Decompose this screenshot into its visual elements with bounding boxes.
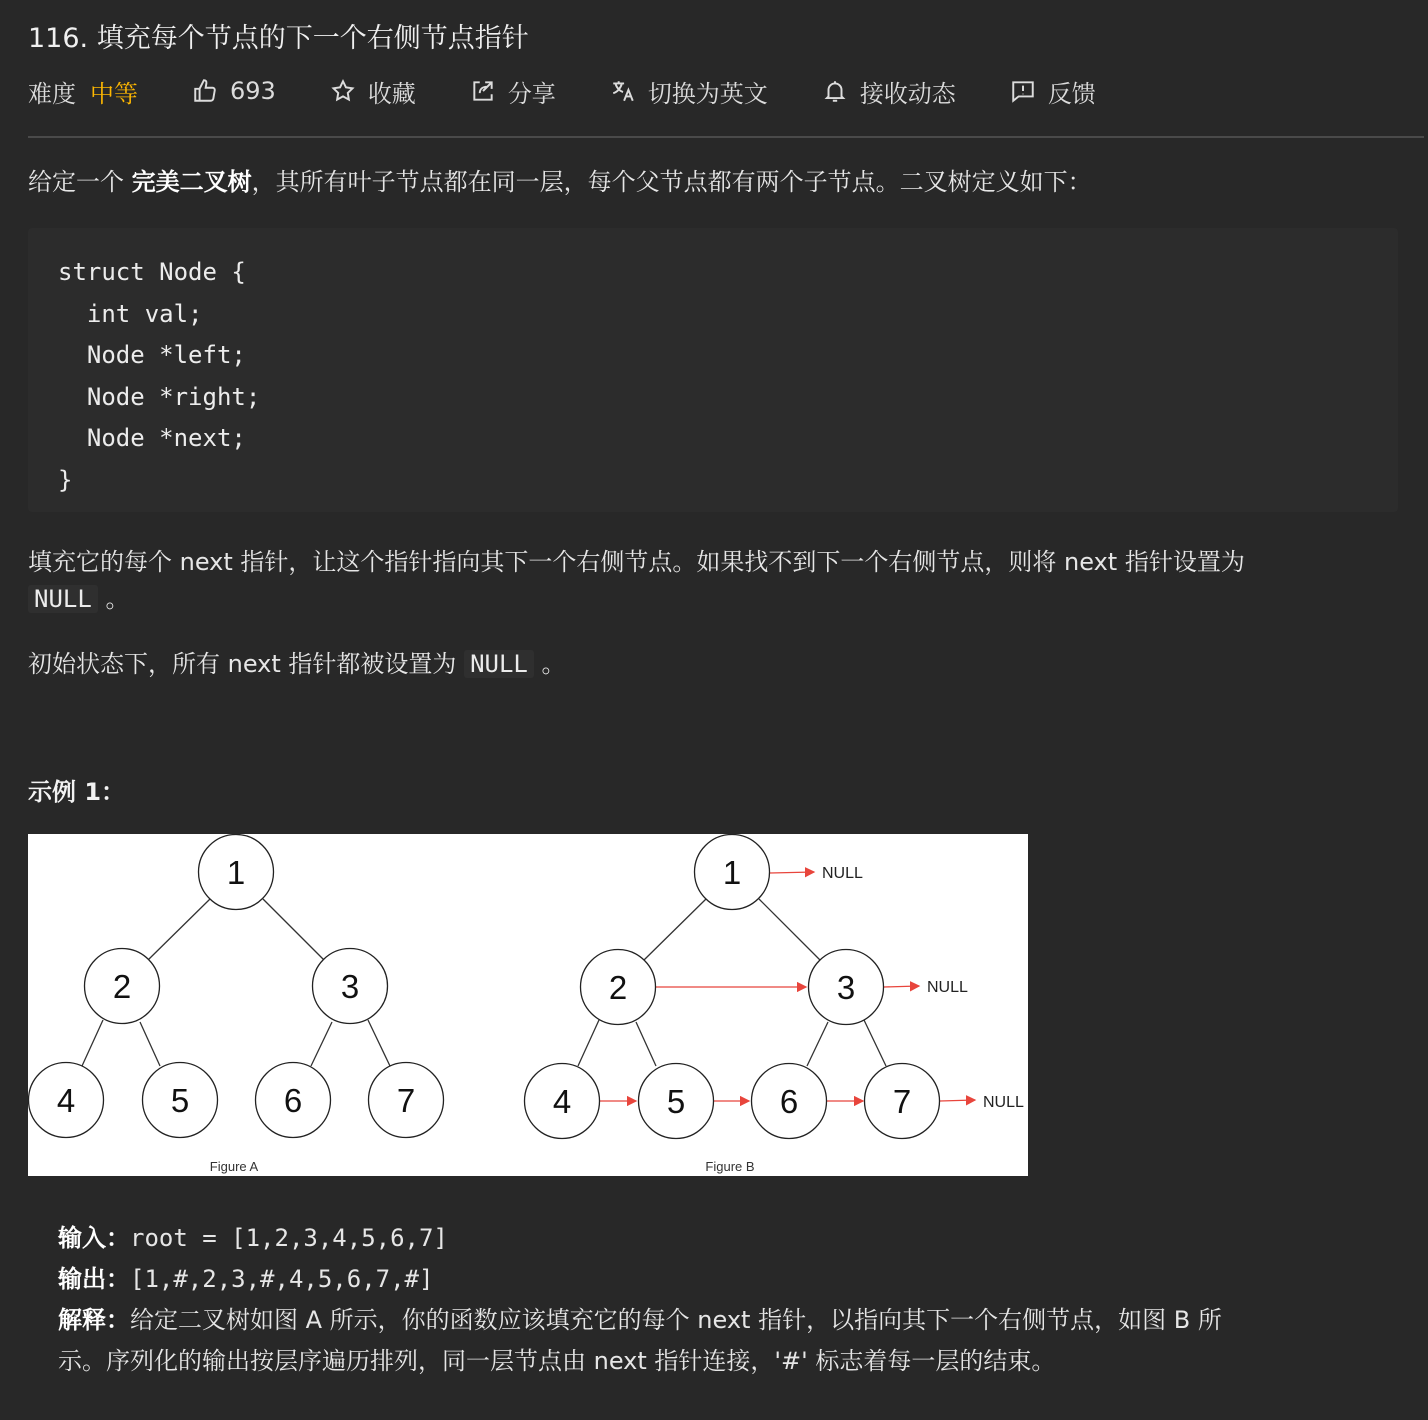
next-arrow-3-null: [884, 986, 919, 987]
problem-title: 116. 填充每个节点的下一个右侧节点指针: [28, 23, 529, 54]
tree-b-node-label-3: 3: [836, 969, 856, 1006]
feedback-icon: [1010, 78, 1036, 104]
feedback-label: 反馈: [1047, 79, 1096, 108]
description-paragraph-2: [28, 544, 1398, 618]
p2-end: 。: [105, 585, 130, 613]
explain-line-2: 示。序列化的输出按层序遍历排列，同一层节点由 next 指针连接，'#' 标志着每一层的结束。: [58, 1347, 1056, 1375]
translate-icon: [610, 78, 636, 104]
switch-language-label: 切换为英文: [647, 79, 768, 108]
star-icon: [330, 78, 356, 104]
tree-a-node-label-5: 5: [170, 1082, 190, 1119]
share-button[interactable]: [470, 74, 556, 109]
output-label: 输出：: [58, 1265, 130, 1293]
favorite-label: 收藏: [367, 79, 416, 108]
next-arrow-7-null: [940, 1100, 975, 1101]
description-paragraph-1: [28, 164, 1092, 201]
tree-a-node-label-4: 4: [56, 1082, 76, 1119]
tree-b-node-label-1: 1: [722, 854, 742, 891]
struct-code-block: [28, 228, 1398, 512]
p2-null-code: NULL: [28, 585, 98, 613]
switch-language-button[interactable]: [610, 74, 768, 109]
tree-a-node-label-6: 6: [283, 1082, 303, 1119]
explain-label: 解释：: [58, 1306, 130, 1334]
share-label: 分享: [507, 79, 556, 108]
tree-a-node-label-2: 2: [112, 968, 132, 1005]
tree-b-node-label-7: 7: [892, 1083, 912, 1120]
example-explanation: [58, 1300, 1378, 1382]
bell-icon: [822, 78, 848, 104]
example-title: 示例 1：: [28, 778, 126, 806]
p3-null-code: NULL: [464, 650, 534, 678]
tree-b-node-label-5: 5: [666, 1083, 686, 1120]
struct-code: struct Node { int val; Node *left; Node *right; Node *next; }: [58, 258, 261, 494]
figure-b-caption: Figure B: [705, 1159, 755, 1174]
tree-a-node-label-3: 3: [340, 968, 360, 1005]
input-value: root = [1,2,3,4,5,6,7]: [130, 1224, 448, 1252]
tree-diagram: [28, 834, 1028, 1176]
difficulty-value: 中等: [90, 79, 138, 108]
tree-a-node-label-1: 1: [226, 854, 246, 891]
difficulty-label: 难度: [28, 79, 76, 108]
subscribe-label: 接收动态: [859, 79, 956, 108]
favorite-button[interactable]: [330, 74, 416, 109]
p3-text: 初始状态下，所有 next 指针都被设置为: [28, 650, 457, 678]
feedback-button[interactable]: [1010, 74, 1096, 109]
like-button[interactable]: [192, 77, 276, 105]
subscribe-button[interactable]: [822, 74, 956, 109]
tree-b-node-label-2: 2: [608, 969, 628, 1006]
p3-end: 。: [541, 650, 566, 678]
thumbs-up-icon: [192, 78, 218, 104]
p1-suffix: ，其所有叶子节点都在同一层，每个父节点都有两个子节点。二叉树定义如下：: [251, 168, 1092, 196]
explain-line-1: 给定二叉树如图 A 所示，你的函数应该填充它的每个 next 指针，以指向其下一个右侧节点，如图 B 所: [130, 1306, 1222, 1334]
null-label-level-1: NULL: [822, 865, 863, 882]
input-label: 输入：: [58, 1224, 130, 1252]
figure-a-caption: Figure A: [209, 1159, 259, 1174]
like-count: 693: [230, 77, 276, 105]
tree-b-node-label-4: 4: [552, 1083, 572, 1120]
description-paragraph-3: [28, 646, 566, 683]
tree-a-nodes: [29, 835, 444, 1138]
next-arrow-1-null: [770, 872, 814, 873]
divider: [28, 136, 1424, 138]
null-label-level-3: NULL: [983, 1094, 1024, 1111]
p1-prefix: 给定一个: [28, 168, 132, 196]
p1-bold-term: 完美二叉树: [131, 168, 252, 196]
difficulty: [28, 74, 138, 109]
example-output-line: [58, 1259, 1378, 1300]
problem-toolbar: [28, 74, 1150, 108]
example-input-line: [58, 1218, 1378, 1259]
null-label-level-2: NULL: [927, 979, 968, 996]
example-io: [58, 1218, 1378, 1382]
p2-text: 填充它的每个 next 指针，让这个指针指向其下一个右侧节点。如果找不到下一个右侧节点，则将 next 指针设置为: [28, 548, 1245, 576]
output-value: [1,#,2,3,#,4,5,6,7,#]: [130, 1265, 434, 1293]
tree-a-node-label-7: 7: [396, 1082, 416, 1119]
example-figure: [28, 834, 1028, 1176]
share-icon: [470, 78, 496, 104]
tree-b-node-label-6: 6: [779, 1083, 799, 1120]
